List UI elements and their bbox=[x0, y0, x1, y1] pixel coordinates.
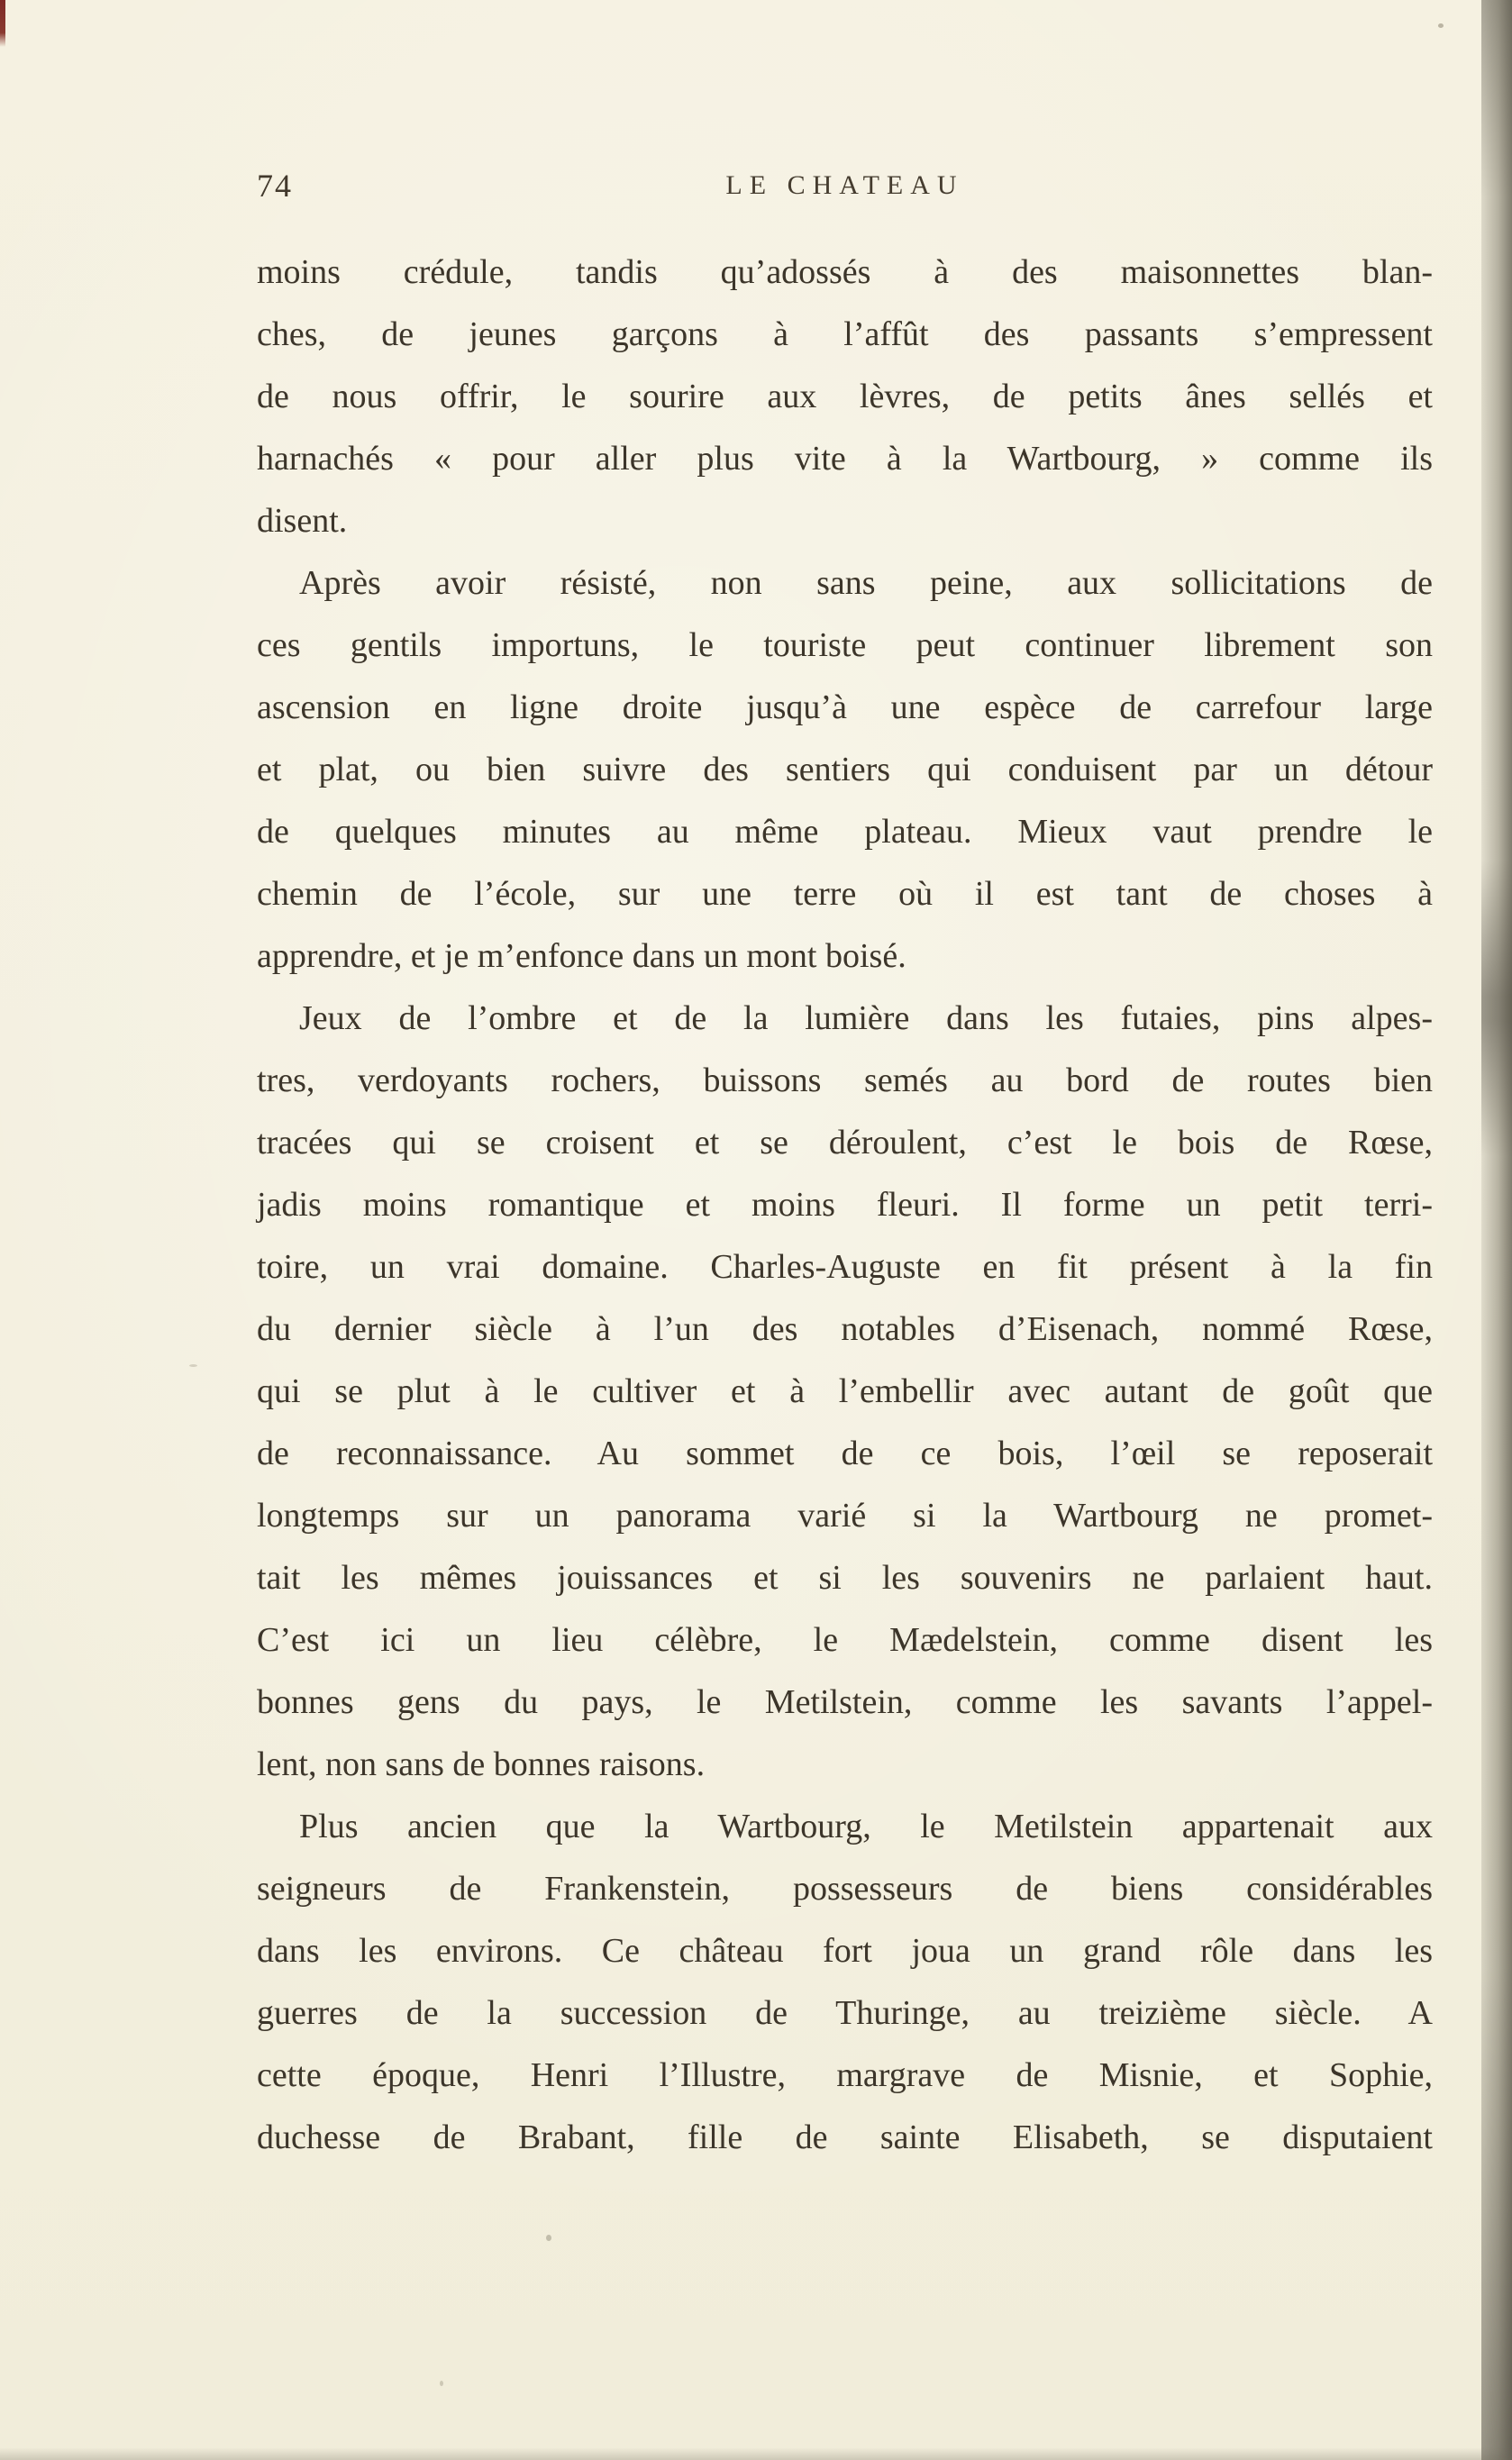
paper-speck bbox=[1438, 23, 1444, 28]
text-block bbox=[257, 241, 1433, 2169]
text-line: de quelques minutes au même plateau. Mieux vaut prendre le bbox=[257, 813, 1433, 851]
paper-speck bbox=[440, 2381, 443, 2386]
text-line: jadis moins romantique et moins fleuri. Il forme un petit terri- bbox=[257, 1186, 1433, 1224]
text-line: qui se plut à le cultiver et à l’embellir avec autant de goût que bbox=[257, 1372, 1433, 1410]
text-line: chemin de l’école, sur une terre où il est tant de choses à bbox=[257, 875, 1433, 913]
paper-speck bbox=[546, 2235, 551, 2241]
text-line: apprendre, et je m’enfonce dans un mont boisé. bbox=[257, 937, 906, 975]
text-line: duchesse de Brabant, fille de sainte Elisabeth, se disputaient bbox=[257, 2118, 1433, 2156]
text-line: Après avoir résisté, non sans peine, aux sollicitations de bbox=[299, 564, 1433, 602]
text-line: du dernier siècle à l’un des notables d’Eisenach, nommé Rœse, bbox=[257, 1310, 1433, 1348]
text-line: tres, verdoyants rochers, buissons semés au bord de routes bien bbox=[257, 1061, 1433, 1099]
paper-speck bbox=[189, 1364, 197, 1367]
text-line: ascension en ligne droite jusqu’à une espèce de carrefour large bbox=[257, 688, 1433, 726]
text-line: Jeux de l’ombre et de la lumière dans les futaies, pins alpes- bbox=[299, 999, 1433, 1037]
text-line: guerres de la succession de Thuringe, au treizième siècle. A bbox=[257, 1994, 1433, 2032]
running-title: LE CHATEAU bbox=[725, 170, 964, 200]
binding-mark bbox=[0, 0, 5, 47]
text-line: C’est ici un lieu célèbre, le Mædelstein, comme disent les bbox=[257, 1621, 1433, 1659]
text-line: et plat, ou bien suivre des sentiers qui conduisent par un détour bbox=[257, 751, 1433, 788]
text-line: de reconnaissance. Au sommet de ce bois, l’œil se reposerait bbox=[257, 1435, 1433, 1472]
page-head bbox=[257, 165, 1433, 206]
text-line: tracées qui se croisent et se déroulent, c’est le bois de Rœse, bbox=[257, 1124, 1433, 1162]
page-number: 74 bbox=[257, 168, 293, 204]
text-line: ches, de jeunes garçons à l’affût des passants s’empressent bbox=[257, 315, 1433, 353]
text-line: disent. bbox=[257, 502, 348, 540]
text-line: toire, un vrai domaine. Charles-Auguste en fit présent à la fin bbox=[257, 1248, 1433, 1286]
text-line: ces gentils importuns, le touriste peut continuer librement son bbox=[257, 626, 1433, 664]
text-line: seigneurs de Frankenstein, possesseurs de biens considérables bbox=[257, 1870, 1433, 1908]
text-line: cette époque, Henri l’Illustre, margrave de Misnie, et Sophie, bbox=[257, 2056, 1433, 2094]
text-line: Plus ancien que la Wartbourg, le Metilstein appartenait aux bbox=[299, 1808, 1433, 1845]
scan-edge-shadow bbox=[1481, 0, 1512, 2460]
text-line: dans les environs. Ce château fort joua un grand rôle dans les bbox=[257, 1932, 1433, 1970]
scan-bottom-shadow bbox=[0, 2447, 1512, 2460]
text-line: de nous offrir, le sourire aux lèvres, de petits ânes sellés et bbox=[257, 378, 1433, 415]
text-line: longtemps sur un panorama varié si la Wartbourg ne promet- bbox=[257, 1497, 1433, 1535]
text-line: moins crédule, tandis qu’adossés à des maisonnettes blan- bbox=[257, 253, 1433, 291]
text-line: lent, non sans de bonnes raisons. bbox=[257, 1745, 706, 1783]
text-line: tait les mêmes jouissances et si les souvenirs ne parlaient haut. bbox=[257, 1559, 1433, 1597]
text-line: harnachés « pour aller plus vite à la Wartbourg, » comme ils bbox=[257, 440, 1433, 478]
text-line: bonnes gens du pays, le Metilstein, comme les savants l’appel- bbox=[257, 1683, 1433, 1721]
